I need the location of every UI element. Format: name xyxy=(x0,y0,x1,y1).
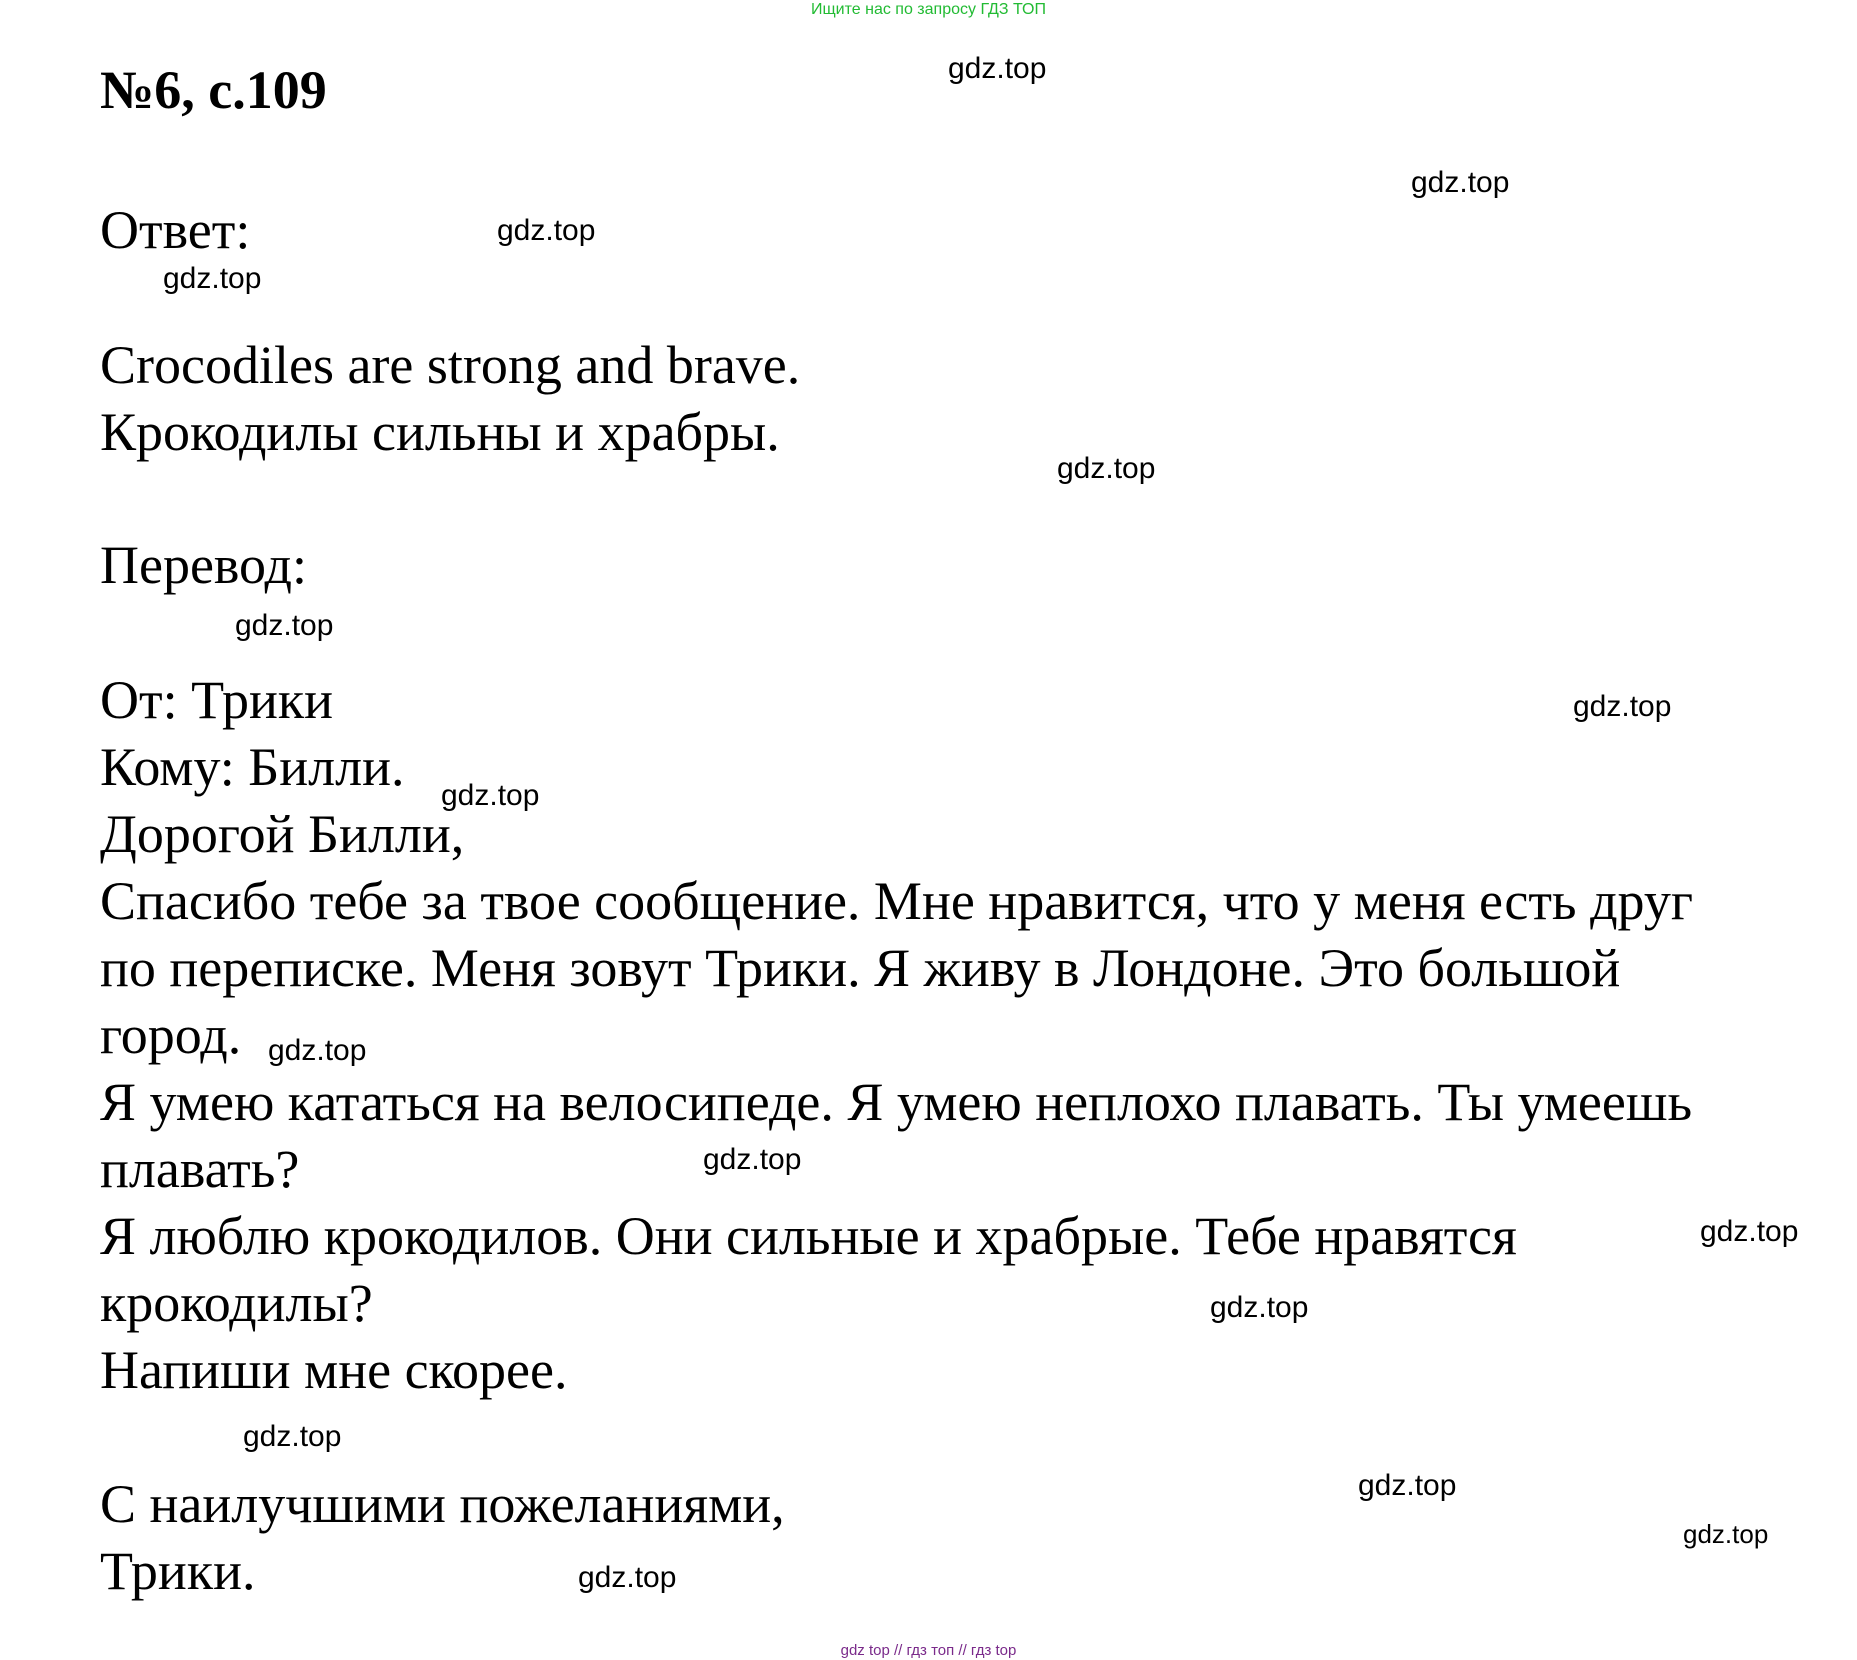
translation-line: Я умею кататься на велосипеде. Я умею неплохо плавать. Ты умеешь xyxy=(100,1072,1693,1132)
watermark: gdz.top xyxy=(1573,690,1672,723)
watermark: gdz.top xyxy=(578,1561,677,1594)
watermark: gdz.top xyxy=(497,214,596,247)
translation-line: Кому: Билли. xyxy=(100,737,405,797)
watermark: gdz.top xyxy=(1683,1519,1769,1549)
translation-line: Напиши мне скорее. xyxy=(100,1340,568,1400)
translation-line: Трики. xyxy=(100,1541,256,1601)
translation-line: Спасибо тебе за твое сообщение. Мне нравится, что у меня есть друг xyxy=(100,871,1693,931)
answer-heading: Ответ: xyxy=(100,200,251,260)
watermark: gdz.top xyxy=(1700,1215,1799,1248)
translation-line: Дорогой Билли, xyxy=(100,804,465,864)
watermark: gdz.top xyxy=(1411,166,1510,199)
footer-links: gdz top // гдз топ // гдз top xyxy=(840,1642,1017,1659)
translation-line: город. xyxy=(100,1005,242,1065)
watermark: gdz.top xyxy=(1210,1291,1309,1324)
watermark: gdz.top xyxy=(1358,1469,1457,1502)
watermark: gdz.top xyxy=(268,1034,367,1067)
watermark: gdz.top xyxy=(163,262,262,295)
translation-line: крокодилы? xyxy=(100,1273,373,1333)
translation-line: Я люблю крокодилов. Они сильные и храбрые. Тебе нравятся xyxy=(100,1206,1517,1266)
watermark: gdz.top xyxy=(243,1420,342,1453)
top-banner: Ищите нас по запросу ГДЗ ТОП xyxy=(811,1,1046,18)
translation-line: С наилучшими пожеланиями, xyxy=(100,1474,785,1534)
exercise-title: №6, с.109 xyxy=(100,60,327,120)
watermark: gdz.top xyxy=(235,609,334,642)
answer-line: Крокодилы сильны и храбры. xyxy=(100,402,780,462)
translation-line: От: Трики xyxy=(100,670,334,730)
translation-line: плавать? xyxy=(100,1139,300,1199)
translation-line: по переписке. Меня зовут Трики. Я живу в Лондоне. Это большой xyxy=(100,938,1621,998)
watermark: gdz.top xyxy=(1057,452,1156,485)
watermark: gdz.top xyxy=(441,779,540,812)
translation-heading: Перевод: xyxy=(100,535,307,595)
answer-line: Crocodiles are strong and brave. xyxy=(100,335,801,395)
watermark: gdz.top xyxy=(948,52,1047,85)
watermark: gdz.top xyxy=(703,1143,802,1176)
